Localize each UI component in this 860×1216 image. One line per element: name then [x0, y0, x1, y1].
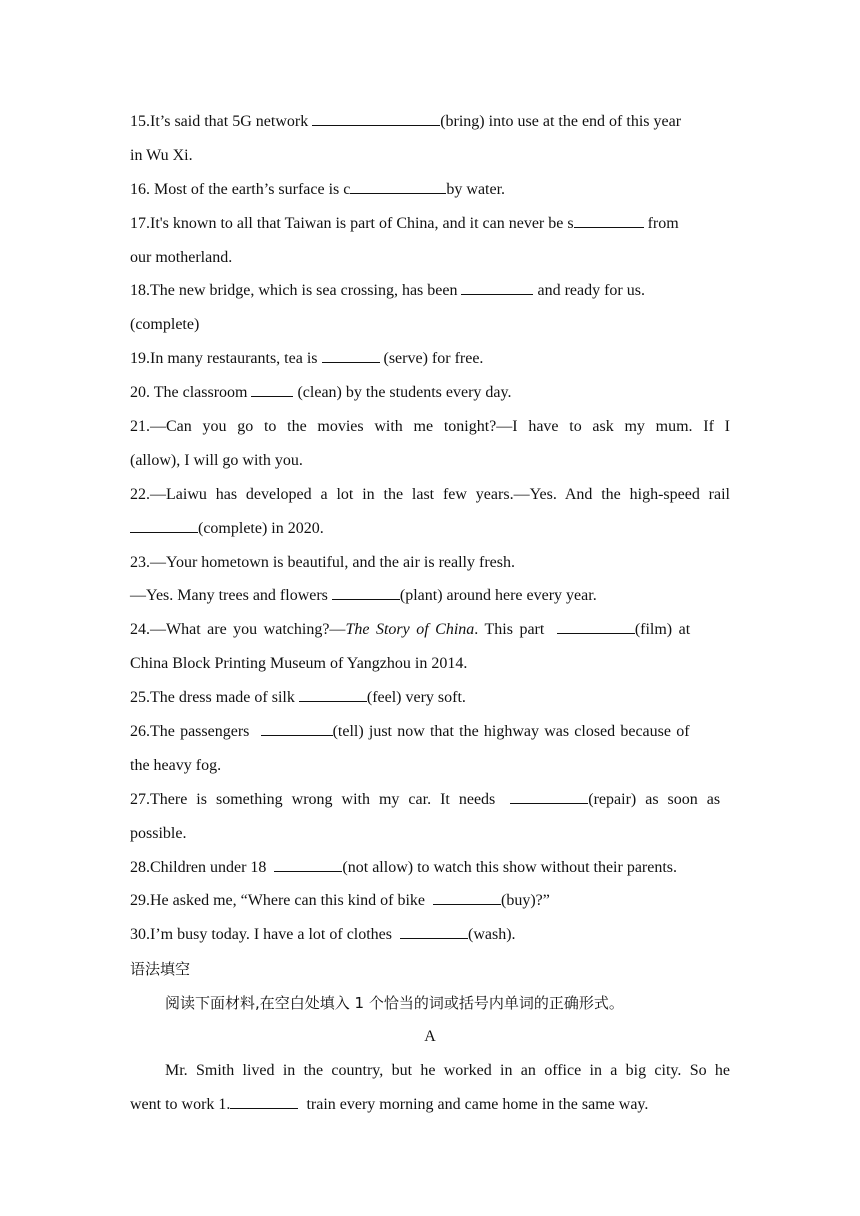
question-text: (serve) for free.	[379, 350, 484, 368]
question-text: —Yes. Many trees and flowers	[130, 587, 332, 605]
question-text: 28.Children under 18	[130, 858, 271, 876]
question-text: by water.	[446, 180, 506, 198]
answer-blank[interactable]	[332, 585, 400, 600]
question-20	[130, 381, 730, 415]
question-text: 19.In many restaurants, tea is	[130, 350, 322, 368]
question-text: 22.—Laiwu has developed a lot in the last few years.—Yes. And the high-speed rail	[130, 485, 730, 503]
answer-blank[interactable]	[433, 890, 501, 905]
question-text: . This part	[474, 621, 551, 639]
question-text: (tell) just now that the highway was closed because of	[332, 723, 690, 741]
answer-blank[interactable]	[557, 619, 635, 634]
question-19	[130, 347, 730, 381]
question-15-cont	[130, 144, 730, 178]
question-text: (buy)?”	[501, 892, 550, 910]
question-29	[130, 889, 730, 923]
answer-blank[interactable]	[274, 857, 342, 872]
program-title: The Story of China	[345, 621, 475, 639]
question-text: 30.I’m busy today. I have a lot of clothes	[130, 926, 397, 944]
question-15	[130, 110, 730, 144]
question-text: in Wu Xi.	[130, 146, 193, 164]
question-27-cont	[130, 822, 730, 856]
question-text: (bring) into use at the end of this year	[440, 113, 682, 130]
question-text: from	[643, 214, 679, 232]
question-text: 18.The new bridge, which is sea crossing, has been	[130, 282, 462, 300]
passage-paragraph-line-2	[130, 1093, 730, 1127]
question-27	[130, 788, 730, 822]
section-instruction	[130, 991, 730, 1025]
question-text: (allow), I will go with you.	[130, 451, 303, 469]
question-text: 23.—Your hometown is beautiful, and the air is really fresh.	[130, 553, 515, 571]
question-text: (film) at	[634, 621, 691, 639]
answer-blank[interactable]	[261, 721, 333, 736]
answer-blank[interactable]	[251, 382, 293, 397]
question-text: possible.	[130, 824, 187, 842]
question-text: (plant) around here every year.	[399, 587, 597, 605]
question-text: 15.It’s said that 5G network	[130, 113, 313, 130]
question-28	[130, 856, 730, 890]
question-text: 29.He asked me, “Where can this kind of bike	[130, 892, 430, 910]
question-26	[130, 720, 730, 754]
question-text: 26.The passengers	[130, 723, 255, 741]
question-text: 16. Most of the earth’s surface is c	[130, 180, 351, 198]
question-18	[130, 279, 730, 313]
question-17-cont	[130, 246, 730, 280]
passage-paragraph-line-1	[130, 1059, 730, 1093]
answer-blank[interactable]	[299, 687, 367, 702]
answer-blank[interactable]	[510, 789, 588, 804]
answer-blank[interactable]	[350, 179, 446, 194]
question-text: (wash).	[468, 926, 516, 944]
question-text: our motherland.	[130, 248, 233, 266]
answer-blank[interactable]	[400, 924, 468, 939]
answer-blank[interactable]	[312, 111, 440, 126]
question-text: (not allow) to watch this show without their parents.	[342, 858, 678, 876]
section-heading	[130, 957, 730, 991]
question-text: (complete)	[130, 316, 200, 334]
exercise-content	[130, 110, 730, 1127]
passage-label	[130, 1025, 730, 1059]
question-text: the heavy fog.	[130, 756, 222, 774]
question-text: 21.—Can you go to the movies with me tonight?—I have to ask my mum. If I	[130, 418, 730, 436]
question-text: 24.—What are you watching?—	[130, 621, 346, 639]
question-26-cont	[130, 754, 730, 788]
question-text: 20. The classroom	[130, 384, 252, 402]
question-30	[130, 923, 730, 957]
instruction-text: 阅读下面材料,在空白处填入 1 个恰当的词或括号内单词的正确形式。	[165, 994, 624, 1013]
question-text: and ready for us.	[533, 282, 645, 300]
answer-blank[interactable]	[574, 213, 644, 228]
answer-blank[interactable]	[461, 280, 533, 295]
question-25	[130, 686, 730, 720]
question-text: (clean) by the students every day.	[293, 384, 512, 402]
answer-blank[interactable]	[130, 518, 198, 533]
label-text: A	[424, 1028, 436, 1046]
question-text: 27.There is something wrong with my car. It needs	[130, 790, 505, 808]
question-23-cont	[130, 584, 730, 618]
question-22	[130, 483, 730, 517]
question-text: (feel) very soft.	[366, 689, 466, 707]
question-text: 25.The dress made of silk	[130, 689, 299, 707]
passage-text: train every morning and came home in the same way.	[298, 1095, 649, 1113]
question-21-cont	[130, 449, 730, 483]
question-text: (complete) in 2020.	[198, 519, 324, 537]
question-17	[130, 212, 730, 246]
question-text: 17.It's known to all that Taiwan is part of China, and it can never be s	[130, 214, 574, 232]
heading-text: 语法填空	[130, 960, 191, 979]
question-24-cont	[130, 652, 730, 686]
passage-text: Mr. Smith lived in the country, but he worked in an office in a big city. So he	[165, 1061, 730, 1079]
passage-text: went to work 1.	[130, 1095, 231, 1113]
question-22-cont	[130, 517, 730, 551]
answer-blank[interactable]	[230, 1094, 298, 1109]
answer-blank[interactable]	[322, 348, 380, 363]
question-16	[130, 178, 730, 212]
question-18-cont	[130, 313, 730, 347]
question-23	[130, 551, 730, 585]
question-text: China Block Printing Museum of Yangzhou in 2014.	[130, 655, 468, 673]
question-21	[130, 415, 730, 449]
question-24	[130, 618, 730, 652]
question-text: (repair) as soon as	[588, 790, 721, 808]
